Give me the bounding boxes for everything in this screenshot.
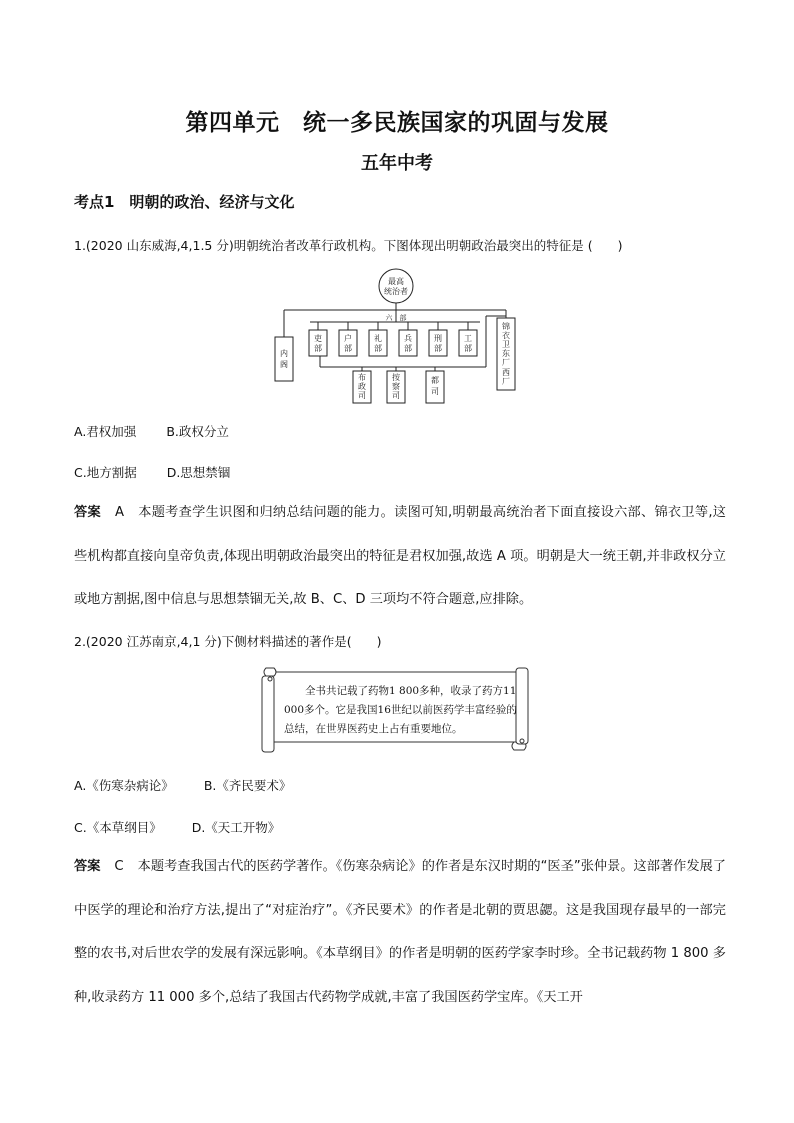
option-a[interactable]: A.君权加强 (74, 424, 137, 439)
option-a[interactable]: A.《伤寒杂病论》 (74, 778, 174, 793)
scroll-text: 全书共记载了药物1 800多种，收录了药方11 000多个。它是我国16世纪以前医药学丰富经验的总结，在世界医药史上占有重要地位。 (284, 685, 517, 735)
svg-text:刑: 刑 (434, 334, 442, 343)
option-c[interactable]: C.《本草纲目》 (74, 820, 162, 835)
svg-text:都: 都 (431, 376, 439, 385)
question-2-options-row1 (74, 776, 291, 794)
option-d[interactable]: D.《天工开物》 (191, 820, 281, 835)
answer-letter: A (114, 505, 124, 520)
svg-text:衣: 衣 (502, 331, 510, 340)
svg-text:阁: 阁 (280, 360, 288, 369)
svg-text:政: 政 (358, 382, 366, 391)
svg-text:最高: 最高 (388, 277, 404, 286)
svg-text:兵: 兵 (404, 334, 412, 343)
answer-label: 答案 (74, 859, 101, 874)
svg-text:部: 部 (464, 344, 472, 353)
svg-text:锦: 锦 (502, 322, 510, 331)
diagram-node-emperor (379, 269, 413, 303)
svg-text:卫: 卫 (502, 340, 510, 349)
svg-text:按: 按 (392, 373, 400, 382)
svg-text:东: 东 (502, 349, 510, 358)
option-c[interactable]: C.地方割据 (74, 465, 137, 480)
svg-text:内: 内 (280, 349, 288, 358)
svg-text:礼: 礼 (374, 334, 382, 343)
svg-text:部: 部 (314, 344, 322, 353)
page-title: 第四单元 统一多民族国家的巩固与发展 (185, 110, 609, 136)
page-subtitle: 五年中考 (361, 153, 433, 174)
svg-text:部: 部 (374, 344, 382, 353)
option-d[interactable]: D.思想禁锢 (166, 465, 231, 480)
svg-text:工: 工 (464, 334, 472, 343)
svg-text:司: 司 (431, 387, 439, 396)
answer-explanation: 本题考查学生识图和归纳总结问题的能力。读图可知,明朝最高统治者下面直接设六部、锦衣卫等,这些机构都直接向皇帝负责,体现出明朝政治最突出的特征是君权加强,故选 A 项。明朝是大一统王朝,并非政权分立或地方割据,图中信息与思想禁锢无关,故 B、C、D 三项均不符合题意,应排除。 (74, 505, 726, 607)
question-2-options-row2 (74, 818, 280, 836)
option-b[interactable]: B.《齐民要术》 (203, 778, 292, 793)
svg-text:部: 部 (434, 344, 442, 353)
section-heading: 考点1 明朝的政治、经济与文化 (74, 193, 295, 211)
svg-text:司: 司 (358, 391, 366, 400)
svg-text:厂: 厂 (502, 358, 510, 367)
option-b[interactable]: B.政权分立 (166, 424, 229, 439)
question-1-options-row1 (74, 422, 229, 440)
answer-label: 答案 (74, 505, 101, 520)
answer-explanation: 本题考查我国古代的医药学著作。《伤寒杂病论》的作者是东汉时期的“医圣”张仲景。这部著作发展了中医学的理论和治疗方法,提出了“对症治疗”。《齐民要术》的作者是北朝的贾思勰。这是我国现存最早的一部完整的农书,对后世农学的发展有深远影响。《本草纲目》的作者是明朝的医药学家李时珍。全书记载药物 1 800 多种,收录药方 11 000 多个,总结了我国古代药物学成就,丰富了我国医药学宝库。《天工开 (74, 859, 726, 1005)
ming-government-diagram (268, 266, 530, 406)
answer-letter: C (114, 859, 124, 874)
svg-text:部: 部 (344, 344, 352, 353)
svg-text:察: 察 (392, 382, 400, 391)
svg-text:统治者: 统治者 (384, 287, 408, 296)
question-2-stem: 2.(2020 江苏南京,4,1 分)下侧材料描述的著作是( ) (74, 634, 382, 649)
svg-text:厂: 厂 (502, 377, 510, 386)
svg-text:西: 西 (502, 368, 510, 377)
svg-text:布: 布 (358, 373, 366, 382)
question-1-options-row2 (74, 463, 230, 481)
diagram-node-cabinet (275, 337, 293, 381)
question-1-stem: 1.(2020 山东威海,4,1.5 分)明朝统治者改革行政机构。下图体现出明朝政治最突出的特征是 ( ) (74, 238, 623, 253)
svg-text:部: 部 (404, 344, 412, 353)
svg-text:吏: 吏 (314, 334, 322, 343)
svg-text:司: 司 (392, 391, 400, 400)
question-1-answer (74, 491, 726, 622)
svg-text:户: 户 (344, 334, 352, 343)
question-2-answer (74, 845, 726, 1019)
svg-text:六 部: 六 部 (385, 314, 407, 322)
